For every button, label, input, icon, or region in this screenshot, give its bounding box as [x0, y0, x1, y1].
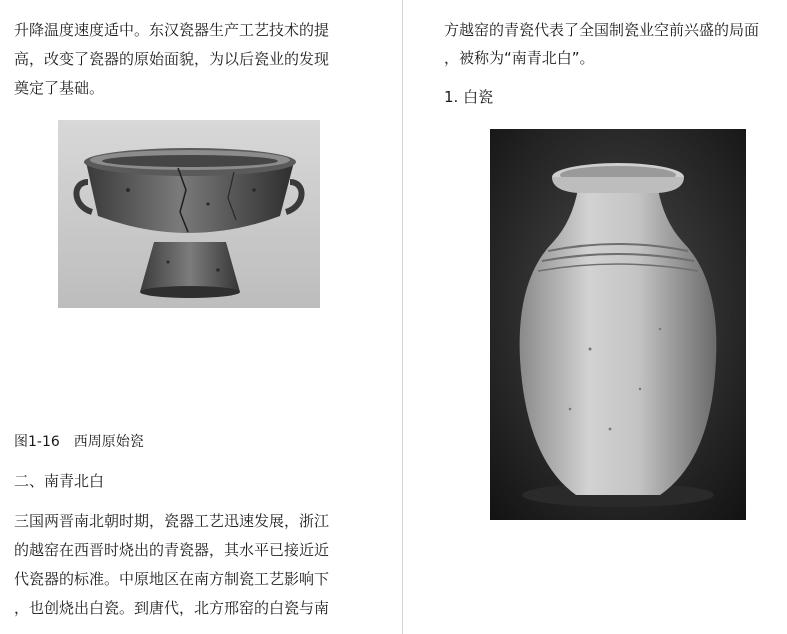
section-heading: 二、南青北白: [14, 472, 105, 490]
page-divider: [402, 0, 403, 634]
vase-photo: [490, 129, 746, 520]
paragraph-line: 奠定了基础。: [14, 79, 105, 97]
paragraph-line: ，也创烧出白瓷。到唐代，北方邢窑的白瓷与南: [14, 599, 330, 617]
paragraph-line: 升降温度速度适中。东汉瓷器生产工艺技术的提: [14, 21, 330, 39]
paragraph-line: 三国两晋南北朝时期，瓷器工艺迅速发展，浙江: [14, 512, 330, 530]
subheading: 1. 白瓷: [444, 88, 494, 106]
paragraph-line: 的越窑在西晋时烧出的青瓷器，其水平已接近近: [14, 541, 330, 559]
bowl-photo: [58, 120, 320, 308]
right-page: [404, 0, 787, 634]
paragraph-line: 方越窑的青瓷代表了全国制瓷业空前兴盛的局面: [444, 21, 760, 39]
proto-porcelain-bowl-image: [58, 120, 320, 308]
figure-caption: 图1-16 西周原始瓷: [14, 434, 144, 450]
paragraph-line: 高，改变了瓷器的原始面貌，为以后瓷业的发现: [14, 50, 330, 68]
paragraph-line: 代瓷器的标准。中原地区在南方制瓷工艺影响下: [14, 570, 330, 588]
white-porcelain-vase-image: [490, 129, 746, 520]
paragraph-line: ，被称为“南青北白”。: [444, 49, 595, 67]
